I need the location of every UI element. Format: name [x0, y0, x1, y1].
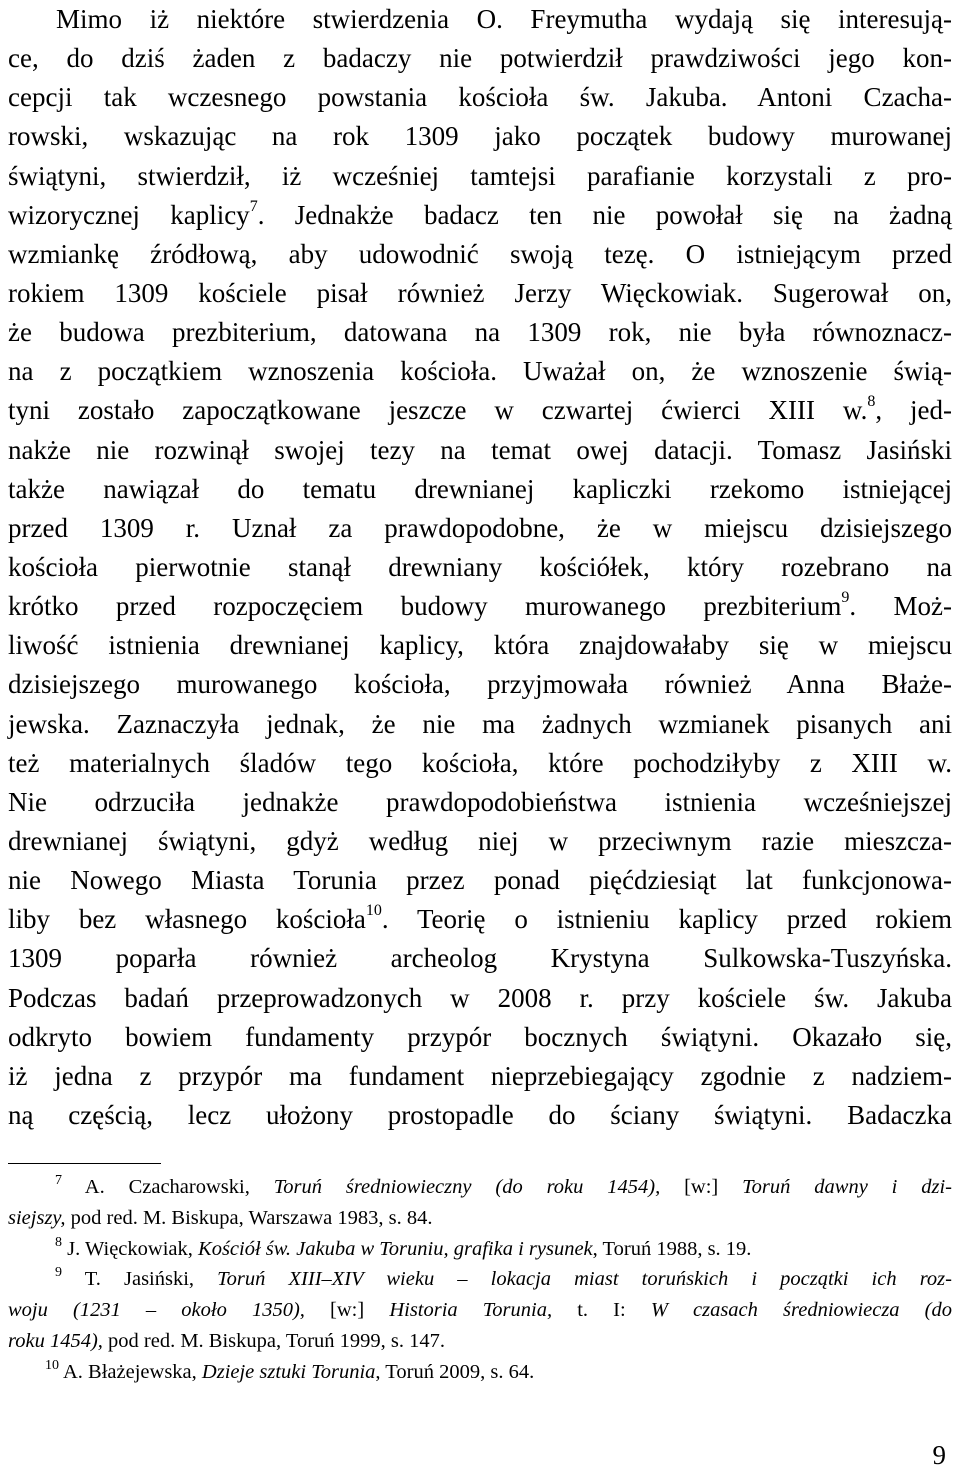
footnote-title: Dzieje sztuki Torunia [201, 1360, 376, 1383]
text-line: liwość istnienia drewnianej kaplicy, która znajdowałaby się w miejscu [8, 630, 952, 661]
footnote-title: Toruń XIII–XIV wieku – lokacja miast toruńskich i początki ich roz- [217, 1268, 952, 1291]
footnote-text: pod red. M. Biskupa, Warszawa 1983, s. 84. [65, 1206, 433, 1229]
footnote-title: roku 1454), [8, 1329, 103, 1352]
footnote-title: Historia Torunia, [389, 1299, 553, 1322]
text-line [8, 587, 952, 626]
text-line: 1309 poparła również archeolog Krystyna Sulkowska-Tuszyńska. [8, 943, 952, 974]
page-number: 9 [932, 1440, 946, 1470]
text-line: Podczas badań przeprowadzonych w 2008 r. przy kościele św. Jakuba [8, 982, 952, 1013]
text-line: też materialnych śladów tego kościoła, które pochodziłyby z XIII w. [8, 747, 952, 778]
text-line: rowski, wskazując na rok 1309 jako początek budowy murowanej [8, 121, 952, 152]
text-line: cepcji tak wczesnego powstania kościoła św. Jakuba. Antoni Czacha- [8, 82, 952, 113]
footnote-number: 9 [55, 1265, 62, 1281]
text-line [8, 391, 952, 430]
footnote-title: Kościół św. Jakuba w Toruniu, grafika i rysunek [198, 1237, 593, 1260]
text-segment: krótko przed rozpoczęciem budowy murowanego prezbiterium [8, 591, 842, 622]
footnote-ref-8[interactable]: 8 [867, 393, 876, 411]
footnote-text: , Toruń 1988, s. 19. [592, 1237, 752, 1260]
text-segment: wizorycznej kaplicy [8, 199, 250, 230]
text-line: drewnianej świątyni, gdyż według niej w przeciwnym razie mieszcza- [8, 825, 952, 856]
footnote-number: 10 [45, 1357, 59, 1373]
footnote-text: A. Czacharowski, [84, 1176, 274, 1198]
text-segment: tyni zostało zapoczątkowane jeszcze w czwartej ćwierci XIII w. [8, 395, 868, 426]
footnote-text: , Toruń 2009, s. 64. [375, 1360, 535, 1383]
footnote-8 [8, 1234, 952, 1265]
text-line: ce, do dziś żaden z badaczy nie potwierdził prawdziwości jego kon- [8, 43, 952, 74]
footnote-9-cont [8, 1326, 952, 1357]
footnote-ref-9[interactable]: 9 [841, 589, 850, 607]
footnote-text: A. Błażejewska, [63, 1360, 202, 1383]
footnote-title: siejszy, [8, 1206, 66, 1229]
footnote-text: t. I: [552, 1299, 651, 1322]
footnote-title: Toruń średniowieczny (do roku 1454), [273, 1176, 661, 1198]
footnote-9-cont [8, 1295, 952, 1326]
footnote-10 [8, 1357, 952, 1388]
footnote-7-cont [8, 1203, 952, 1234]
footnote-separator [8, 1163, 161, 1164]
footnote-title: Toruń dawny i dzi- [742, 1176, 953, 1198]
footnote-title: woju (1231 – około 1350), [8, 1299, 305, 1322]
footnote-text: J. Więckowiak, [67, 1237, 199, 1260]
text-line: ną częścią, lecz ułożony prostopadle do ściany świątyni. Badaczka [8, 1099, 952, 1130]
text-line: nie Nowego Miasta Torunia przez ponad pięćdziesiąt lat funkcjonowa- [8, 865, 952, 896]
text-segment: , jed- [875, 395, 952, 426]
text-line: dzisiejszego murowanego kościoła, przyjmowała również Anna Błaże- [8, 669, 952, 700]
footnotes [8, 1172, 952, 1388]
footnote-number: 8 [55, 1234, 62, 1250]
footnote-text: T. Jasiński, [84, 1268, 218, 1291]
footnote-text: pod red. M. Biskupa, Toruń 1999, s. 147. [102, 1329, 446, 1352]
text-line: kościoła pierwotnie stanął drewniany kościółek, który rozebrano na [8, 551, 952, 582]
footnote-9 [8, 1264, 952, 1295]
footnote-ref-10[interactable]: 10 [365, 902, 382, 920]
text-line: Nie odrzuciła jednakże prawdopodobieństwa istnienia wcześniejszej [8, 786, 952, 817]
text-line: rokiem 1309 kościele pisał również Jerzy Więckowiak. Sugerował on, [8, 277, 952, 308]
footnote-ref-7[interactable]: 7 [249, 197, 258, 215]
text-line: Mimo iż niektóre stwierdzenia O. Freymutha wydają się interesują- [56, 4, 952, 34]
text-line: świątyni, stwierdził, iż wcześniej tamtejsi parafianie korzystali z pro- [8, 160, 952, 191]
footnote-title: W czasach średniowiecza (do [650, 1299, 953, 1322]
text-line: nakże nie rozwinął swojej tezy na temat owej datacji. Tomasz Jasiński [8, 434, 952, 465]
text-line: na z początkiem wznoszenia kościoła. Uważał on, że wznoszenie świą- [8, 356, 952, 387]
text-line: przed 1309 r. Uznał za prawdopodobne, że w miejscu dzisiejszego [8, 512, 952, 543]
text-segment: liby bez własnego kościoła [8, 904, 366, 935]
footnote-text: [w:] [660, 1176, 743, 1198]
text-line: odkryto bowiem fundamenty przypór bocznych świątyni. Okazało się, [8, 1021, 952, 1052]
text-line: wzmiankę źródłową, aby udowodnić swoją tezę. O istniejącym przed [8, 238, 952, 269]
main-text [8, 0, 952, 1135]
text-segment: . Moż- [849, 591, 952, 622]
footnote-7 [8, 1172, 952, 1203]
text-line: także nawiązał do tematu drewnianej kapliczki rzekomo istniejącej [8, 473, 952, 504]
text-segment: . Jednakże badacz ten nie powołał się na żadną [257, 199, 952, 230]
text-line: jewska. Zaznaczyła jednak, że nie ma żadnych wzmianek pisanych ani [8, 708, 952, 739]
text-segment: . Teorię o istnieniu kaplicy przed rokiem [381, 904, 952, 935]
text-line [8, 196, 952, 235]
footnote-number: 7 [55, 1173, 62, 1188]
footnote-text: [w:] [304, 1299, 390, 1322]
text-line: iż jedna z przypór ma fundament nieprzebiegający zgodnie z nadziem- [8, 1060, 952, 1091]
text-line [8, 900, 952, 939]
text-line: że budowa prezbiterium, datowana na 1309 rok, nie była równoznacz- [8, 317, 952, 348]
